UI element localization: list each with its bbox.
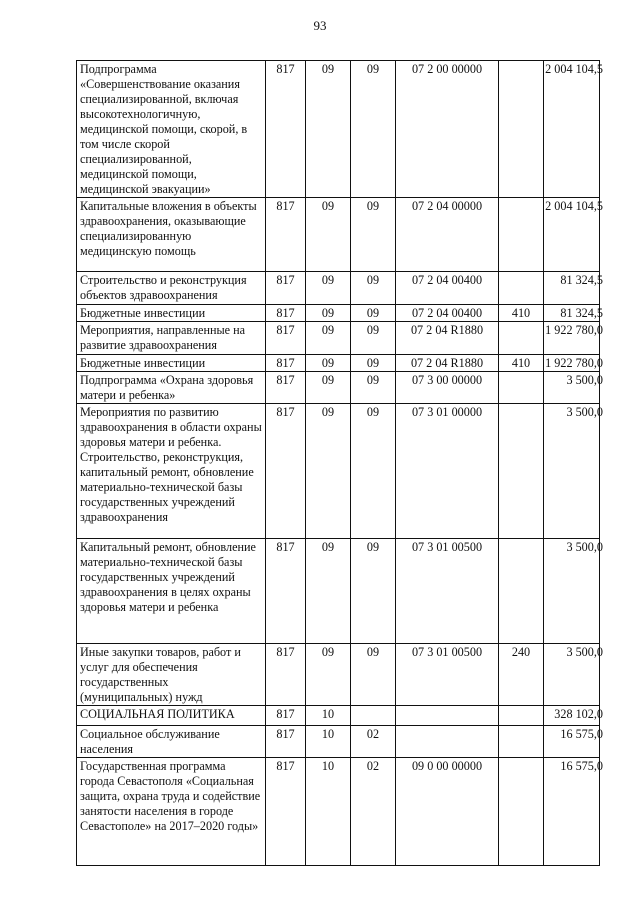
target-article-cell [396, 706, 499, 726]
vedom-cell: 817 [266, 305, 306, 322]
subsection-cell: 09 [351, 372, 396, 404]
vedom-cell: 817 [266, 198, 306, 272]
amount-cell [544, 726, 603, 758]
table-row [77, 272, 600, 305]
target-article-cell: 07 2 00 00000 [396, 61, 499, 198]
amount-value: 3 500,0 [566, 405, 603, 419]
target-article-cell: 07 2 04 R1880 [396, 322, 499, 355]
subsection-cell: 02 [351, 758, 396, 866]
vedom-cell: 817 [266, 758, 306, 866]
table-row [77, 355, 600, 372]
table-row [77, 706, 600, 726]
target-article-cell: 07 3 00 00000 [396, 372, 499, 404]
amount-value: 2 004 104,5 [545, 62, 603, 76]
budget-table [76, 60, 603, 866]
amount-cell [544, 404, 603, 539]
vedom-cell: 817 [266, 404, 306, 539]
row-name-cell: Мероприятия по развитию здравоохранения в области охраны здоровья матери и ребенка. Строительство, реконструкция, капитальный ремонт, обновление материально-технической базы государственных учреждений здравоохранения [77, 404, 266, 539]
target-article-cell: 07 3 01 00500 [396, 644, 499, 706]
target-article-cell: 07 3 01 00500 [396, 539, 499, 644]
vedom-cell: 817 [266, 322, 306, 355]
subsection-cell: 02 [351, 726, 396, 758]
row-name-cell: Подпрограмма «Охрана здоровья матери и ребенка» [77, 372, 266, 404]
amount-cell [544, 355, 603, 372]
subsection-cell: 09 [351, 61, 396, 198]
table-row [77, 539, 600, 644]
amount-value: 3 500,0 [566, 373, 603, 387]
vedom-cell: 817 [266, 726, 306, 758]
expense-type-cell [499, 404, 544, 539]
section-cell: 09 [306, 355, 351, 372]
row-name-cell: Капитальные вложения в объекты здравоохранения, оказывающие специализированную медицинскую помощь [77, 198, 266, 272]
vedom-cell: 817 [266, 539, 306, 644]
row-name-cell: Бюджетные инвестиции [77, 355, 266, 372]
section-cell: 09 [306, 404, 351, 539]
amount-cell [544, 539, 603, 644]
target-article-cell: 07 2 04 00000 [396, 198, 499, 272]
vedom-cell: 817 [266, 355, 306, 372]
target-article-cell: 07 2 04 00400 [396, 305, 499, 322]
section-cell: 09 [306, 305, 351, 322]
subsection-cell: 09 [351, 198, 396, 272]
table-row [77, 758, 600, 866]
page-number: 93 [313, 18, 327, 33]
row-name-cell: Иные закупки товаров, работ и услуг для обеспечения государственных (муниципальных) нужд [77, 644, 266, 706]
amount-cell [544, 644, 603, 706]
row-name-cell: Капитальный ремонт, обновление материально-технической базы государственных учреждений здравоохранения в целях охраны здоровья матери и ребенка [77, 539, 266, 644]
expense-type-cell: 240 [499, 644, 544, 706]
row-name-cell: Социальное обслуживание населения [77, 726, 266, 758]
section-cell: 10 [306, 706, 351, 726]
amount-cell [544, 198, 603, 272]
amount-cell [544, 372, 603, 404]
subsection-cell: 09 [351, 305, 396, 322]
row-name-cell: СОЦИАЛЬНАЯ ПОЛИТИКА [77, 706, 266, 726]
expense-type-cell: 410 [499, 305, 544, 322]
section-cell: 09 [306, 539, 351, 644]
table-row [77, 726, 600, 758]
amount-cell [544, 706, 603, 726]
row-name-cell: Мероприятия, направленные на развитие здравоохранения [77, 322, 266, 355]
table-row [77, 198, 600, 272]
subsection-cell: 09 [351, 404, 396, 539]
amount-value: 1 922 780,0 [545, 323, 603, 337]
expense-type-cell [499, 61, 544, 198]
amount-value: 3 500,0 [566, 645, 603, 659]
row-name-cell: Бюджетные инвестиции [77, 305, 266, 322]
section-cell: 09 [306, 61, 351, 198]
section-cell: 09 [306, 272, 351, 305]
amount-value: 16 575,0 [560, 759, 603, 773]
vedom-cell: 817 [266, 644, 306, 706]
subsection-cell: 09 [351, 322, 396, 355]
table-row [77, 305, 600, 322]
amount-cell [544, 61, 603, 198]
amount-value: 81 324,5 [560, 306, 603, 320]
amount-value: 328 102,0 [554, 707, 603, 721]
section-cell: 09 [306, 198, 351, 272]
section-cell: 10 [306, 758, 351, 866]
vedom-cell: 817 [266, 272, 306, 305]
row-name-cell: Государственная программа города Севастополя «Социальная защита, охрана труда и содействие занятости населения в городе Севастополе» на 2017–2020 годы» [77, 758, 266, 866]
amount-value: 16 575,0 [560, 727, 603, 741]
subsection-cell [351, 706, 396, 726]
section-cell: 10 [306, 726, 351, 758]
amount-cell [544, 322, 603, 355]
expense-type-cell: 410 [499, 355, 544, 372]
amount-value: 1 922 780,0 [545, 356, 603, 370]
table-row [77, 644, 600, 706]
amount-cell [544, 758, 603, 866]
amount-value: 3 500,0 [566, 540, 603, 554]
vedom-cell: 817 [266, 372, 306, 404]
section-cell: 09 [306, 372, 351, 404]
subsection-cell: 09 [351, 539, 396, 644]
vedom-cell: 817 [266, 61, 306, 198]
table-row [77, 61, 600, 198]
amount-cell [544, 272, 603, 305]
table-row [77, 372, 600, 404]
target-article-cell: 07 2 04 00400 [396, 272, 499, 305]
subsection-cell: 09 [351, 272, 396, 305]
target-article-cell: 07 2 04 R1880 [396, 355, 499, 372]
amount-value: 2 004 104,5 [545, 199, 603, 213]
target-article-cell: 07 3 01 00000 [396, 404, 499, 539]
section-cell: 09 [306, 322, 351, 355]
table-row [77, 322, 600, 355]
amount-value: 81 324,5 [560, 273, 603, 287]
section-cell: 09 [306, 644, 351, 706]
row-name-cell: Подпрограмма «Совершенствование оказания специализированной, включая высокотехнологичную, медицинской помощи, скорой, в том числе скорой специализированной, медицинской помощи, медицинской эвакуации» [77, 61, 266, 198]
subsection-cell: 09 [351, 644, 396, 706]
vedom-cell: 817 [266, 706, 306, 726]
target-article-cell [396, 726, 499, 758]
target-article-cell: 09 0 00 00000 [396, 758, 499, 866]
subsection-cell: 09 [351, 355, 396, 372]
amount-cell [544, 305, 603, 322]
table-row [77, 404, 600, 539]
row-name-cell: Строительство и реконструкция объектов здравоохранения [77, 272, 266, 305]
